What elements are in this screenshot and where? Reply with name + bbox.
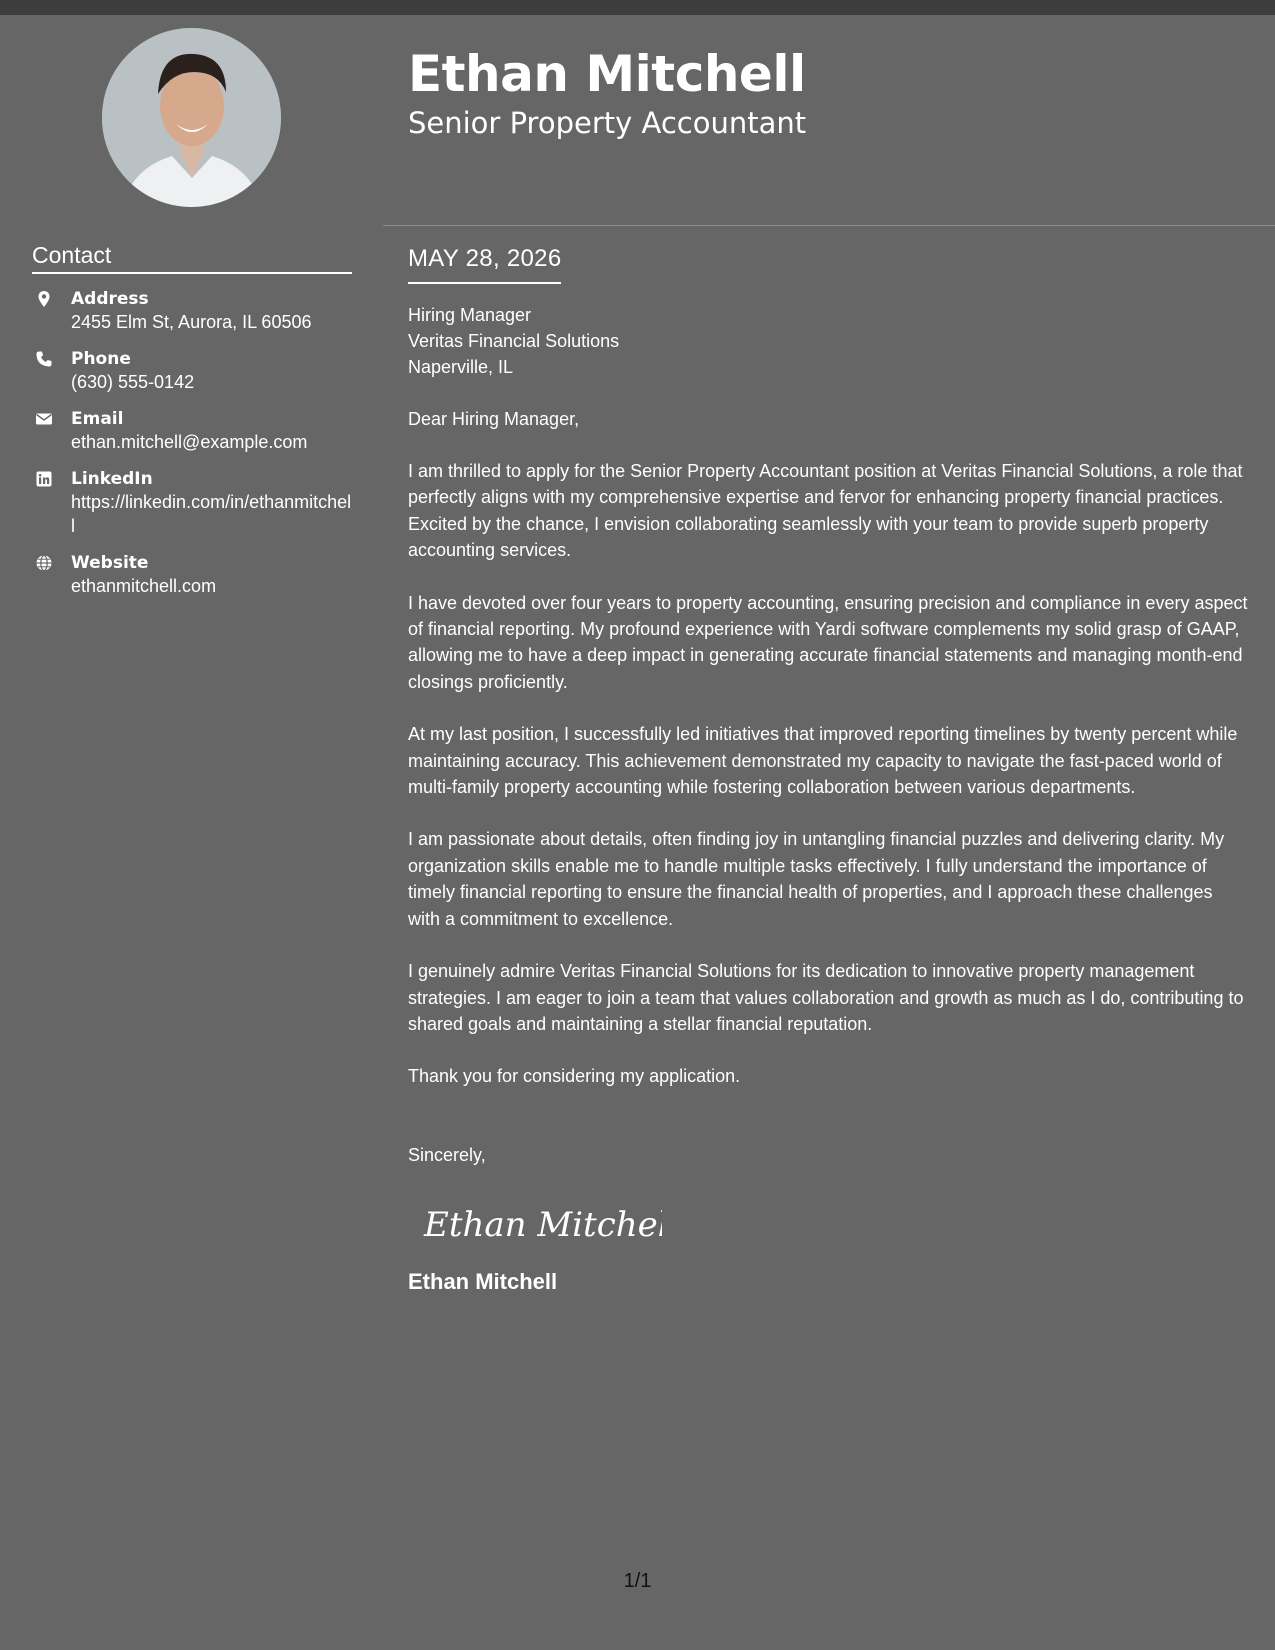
recipient-name: Hiring Manager (408, 305, 532, 325)
closing: Sincerely, (408, 1144, 486, 1165)
contact-section (32, 240, 352, 612)
linkedin-icon (35, 470, 53, 488)
contact-label: Phone (71, 349, 131, 369)
profile-photo (102, 28, 281, 207)
letter-body (408, 244, 1248, 1296)
paragraph: I am thrilled to apply for the Senior Property Accountant position at Veritas Financial Solutions, a role that perfectly aligns with my comprehensive expertise and fervor for enhancing property financial practices. Excited by the chance, I envision collaborating seamlessly with your team to provide superb property accounting services. (408, 461, 1243, 561)
paragraph: I am passionate about details, often finding joy in untangling financial puzzles and delivering clarity. My organization skills enable me to handle multiple tasks effectively. I fully understand the importance of timely financial reporting to ensure the financial health of properties, and I approach these challenges with a commitment to excellence. (408, 829, 1225, 929)
contact-item-linkedin (32, 468, 352, 538)
contact-label: Email (71, 409, 124, 429)
envelope-icon (35, 410, 53, 428)
phone-value[interactable]: (630) 555-0142 (71, 372, 195, 392)
contact-label: LinkedIn (71, 469, 153, 489)
phone-icon (35, 350, 53, 368)
letter-date: MAY 28, 2026 (408, 244, 561, 284)
address-value: 2455 Elm St, Aurora, IL 60506 (71, 312, 312, 332)
salutation: Dear Hiring Manager, (408, 409, 580, 429)
contact-item-phone (32, 348, 352, 394)
handwritten-signature (422, 1192, 1248, 1252)
signature-text: Ethan Mitchell (424, 1204, 662, 1245)
recipient-company: Veritas Financial Solutions (408, 331, 620, 351)
globe-icon (35, 554, 53, 572)
header (408, 44, 806, 140)
header-divider (383, 225, 1275, 226)
linkedin-value[interactable]: https://linkedin.com/in/ethanmitchell (71, 492, 352, 536)
paragraph: Thank you for considering my application. (408, 1066, 741, 1087)
recipient-block (408, 302, 1248, 380)
contact-label: Address (71, 289, 149, 309)
paragraph: At my last position, I successfully led initiatives that improved reporting timelines by twenty percent while maintaining accuracy. This achievement demonstrated my capacity to navigate the fast-paced world of multi-family property accounting while fostering collaboration between various departments. (408, 724, 1238, 798)
website-value[interactable]: ethanmitchell.com (71, 576, 217, 596)
contact-label: Website (71, 553, 149, 573)
contact-item-address (32, 288, 352, 334)
contact-item-website (32, 552, 352, 598)
contact-item-email (32, 408, 352, 454)
signed-name: Ethan Mitchell (408, 1268, 558, 1294)
applicant-name: Ethan Mitchell (408, 45, 806, 103)
contact-heading: Contact (32, 240, 352, 274)
page-number: 1/1 (623, 1570, 652, 1592)
paragraph: I genuinely admire Veritas Financial Solutions for its dedication to innovative property management strategies. I am eager to join a team that values collaboration and growth as much as I do, contributing to shared goals and maintaining a stellar financial reputation. (408, 961, 1244, 1034)
profile-photo-image (102, 28, 281, 207)
signature-image (422, 1192, 662, 1252)
top-bar (0, 0, 1275, 15)
map-pin-icon (35, 290, 53, 308)
email-value[interactable]: ethan.mitchell@example.com (71, 432, 308, 452)
recipient-location: Naperville, IL (408, 357, 514, 377)
paragraph: I have devoted over four years to property accounting, ensuring precision and compliance in every aspect of financial reporting. My profound experience with Yardi software complements my solid grasp of GAAP, allowing me to have a deep impact in generating accurate financial statements and managing month-end closings proficiently. (408, 592, 1248, 692)
job-title: Senior Property Accountant (408, 106, 807, 140)
